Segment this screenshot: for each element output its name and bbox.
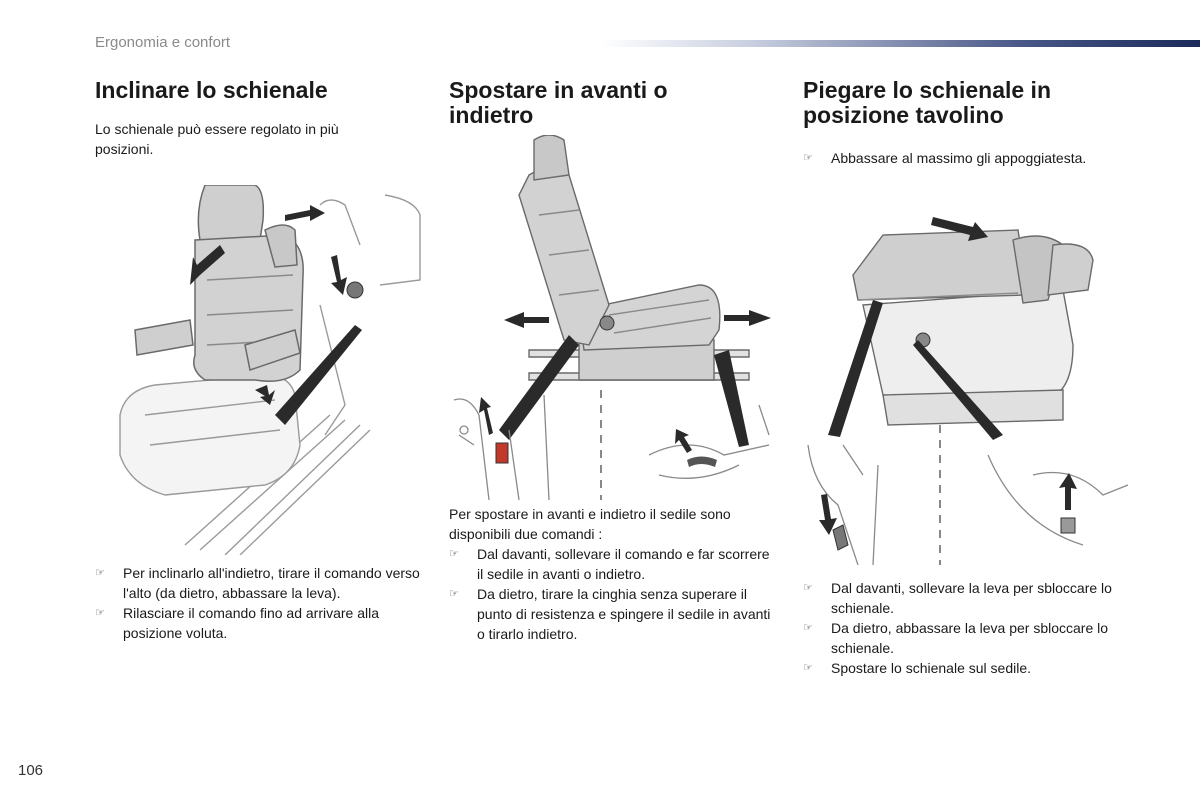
list-item: ☞ Rilasciare il comando fino ad arrivare alla posizione voluta. <box>95 605 380 641</box>
column-recline <box>95 78 425 159</box>
hand-pointer-icon: ☞ <box>95 607 105 619</box>
intro-slide: Per spostare in avanti e indietro il sedile sono disponibili due comandi : <box>449 506 731 542</box>
column-recline-steps <box>95 563 425 643</box>
heading-table-mode: Piegare lo schienale in posizione tavolino <box>803 77 1051 128</box>
list-item: ☞ Dal davanti, sollevare il comando e far scorrere il sedile in avanti o indietro. <box>449 546 770 582</box>
heading-recline: Inclinare lo schienale <box>95 77 328 103</box>
hand-pointer-icon: ☞ <box>803 622 813 634</box>
column-slide <box>449 78 779 128</box>
list-item: ☞ Abbassare al massimo gli appoggiatesta. <box>803 150 1087 166</box>
list-item: ☞ Per inclinarlo all'indietro, tirare il comando verso l'alto (da dietro, abbassare la leva). <box>95 565 420 601</box>
bullet-list-headrest <box>803 148 1133 168</box>
hand-pointer-icon: ☞ <box>95 567 105 579</box>
illustration-seat-table <box>803 205 1133 565</box>
header-gradient-bar <box>600 40 1200 47</box>
section-header: Ergonomia e confort <box>95 34 231 51</box>
hand-pointer-icon: ☞ <box>449 548 459 560</box>
bullet-list-table <box>803 578 1133 678</box>
list-item: ☞ Da dietro, tirare la cinghia senza superare il punto di resistenza e spingere il sedile in avanti o tirarlo indietro. <box>449 586 771 642</box>
hand-pointer-icon: ☞ <box>803 582 813 594</box>
column-slide-steps <box>449 504 779 644</box>
page-number: 106 <box>18 762 44 779</box>
list-item: ☞ Spostare lo schienale sul sedile. <box>803 660 1032 676</box>
illustration-seat-recline <box>115 185 425 555</box>
bullet-list-recline <box>95 563 425 643</box>
bullet-list-slide <box>449 544 771 644</box>
hand-pointer-icon: ☞ <box>449 588 459 600</box>
hand-pointer-icon: ☞ <box>803 152 813 164</box>
heading-slide: Spostare in avanti o indietro <box>449 77 668 128</box>
illustration-seat-slide <box>449 135 774 500</box>
list-item: ☞ Dal davanti, sollevare la leva per sbloccare lo schienale. <box>803 580 1112 616</box>
hand-pointer-icon: ☞ <box>803 662 813 674</box>
list-item: ☞ Da dietro, abbassare la leva per sbloccare lo schienale. <box>803 620 1109 656</box>
intro-recline: Lo schienale può essere regolato in più posizioni. <box>95 121 339 157</box>
column-table-steps <box>803 578 1133 678</box>
column-table-mode <box>803 78 1133 168</box>
